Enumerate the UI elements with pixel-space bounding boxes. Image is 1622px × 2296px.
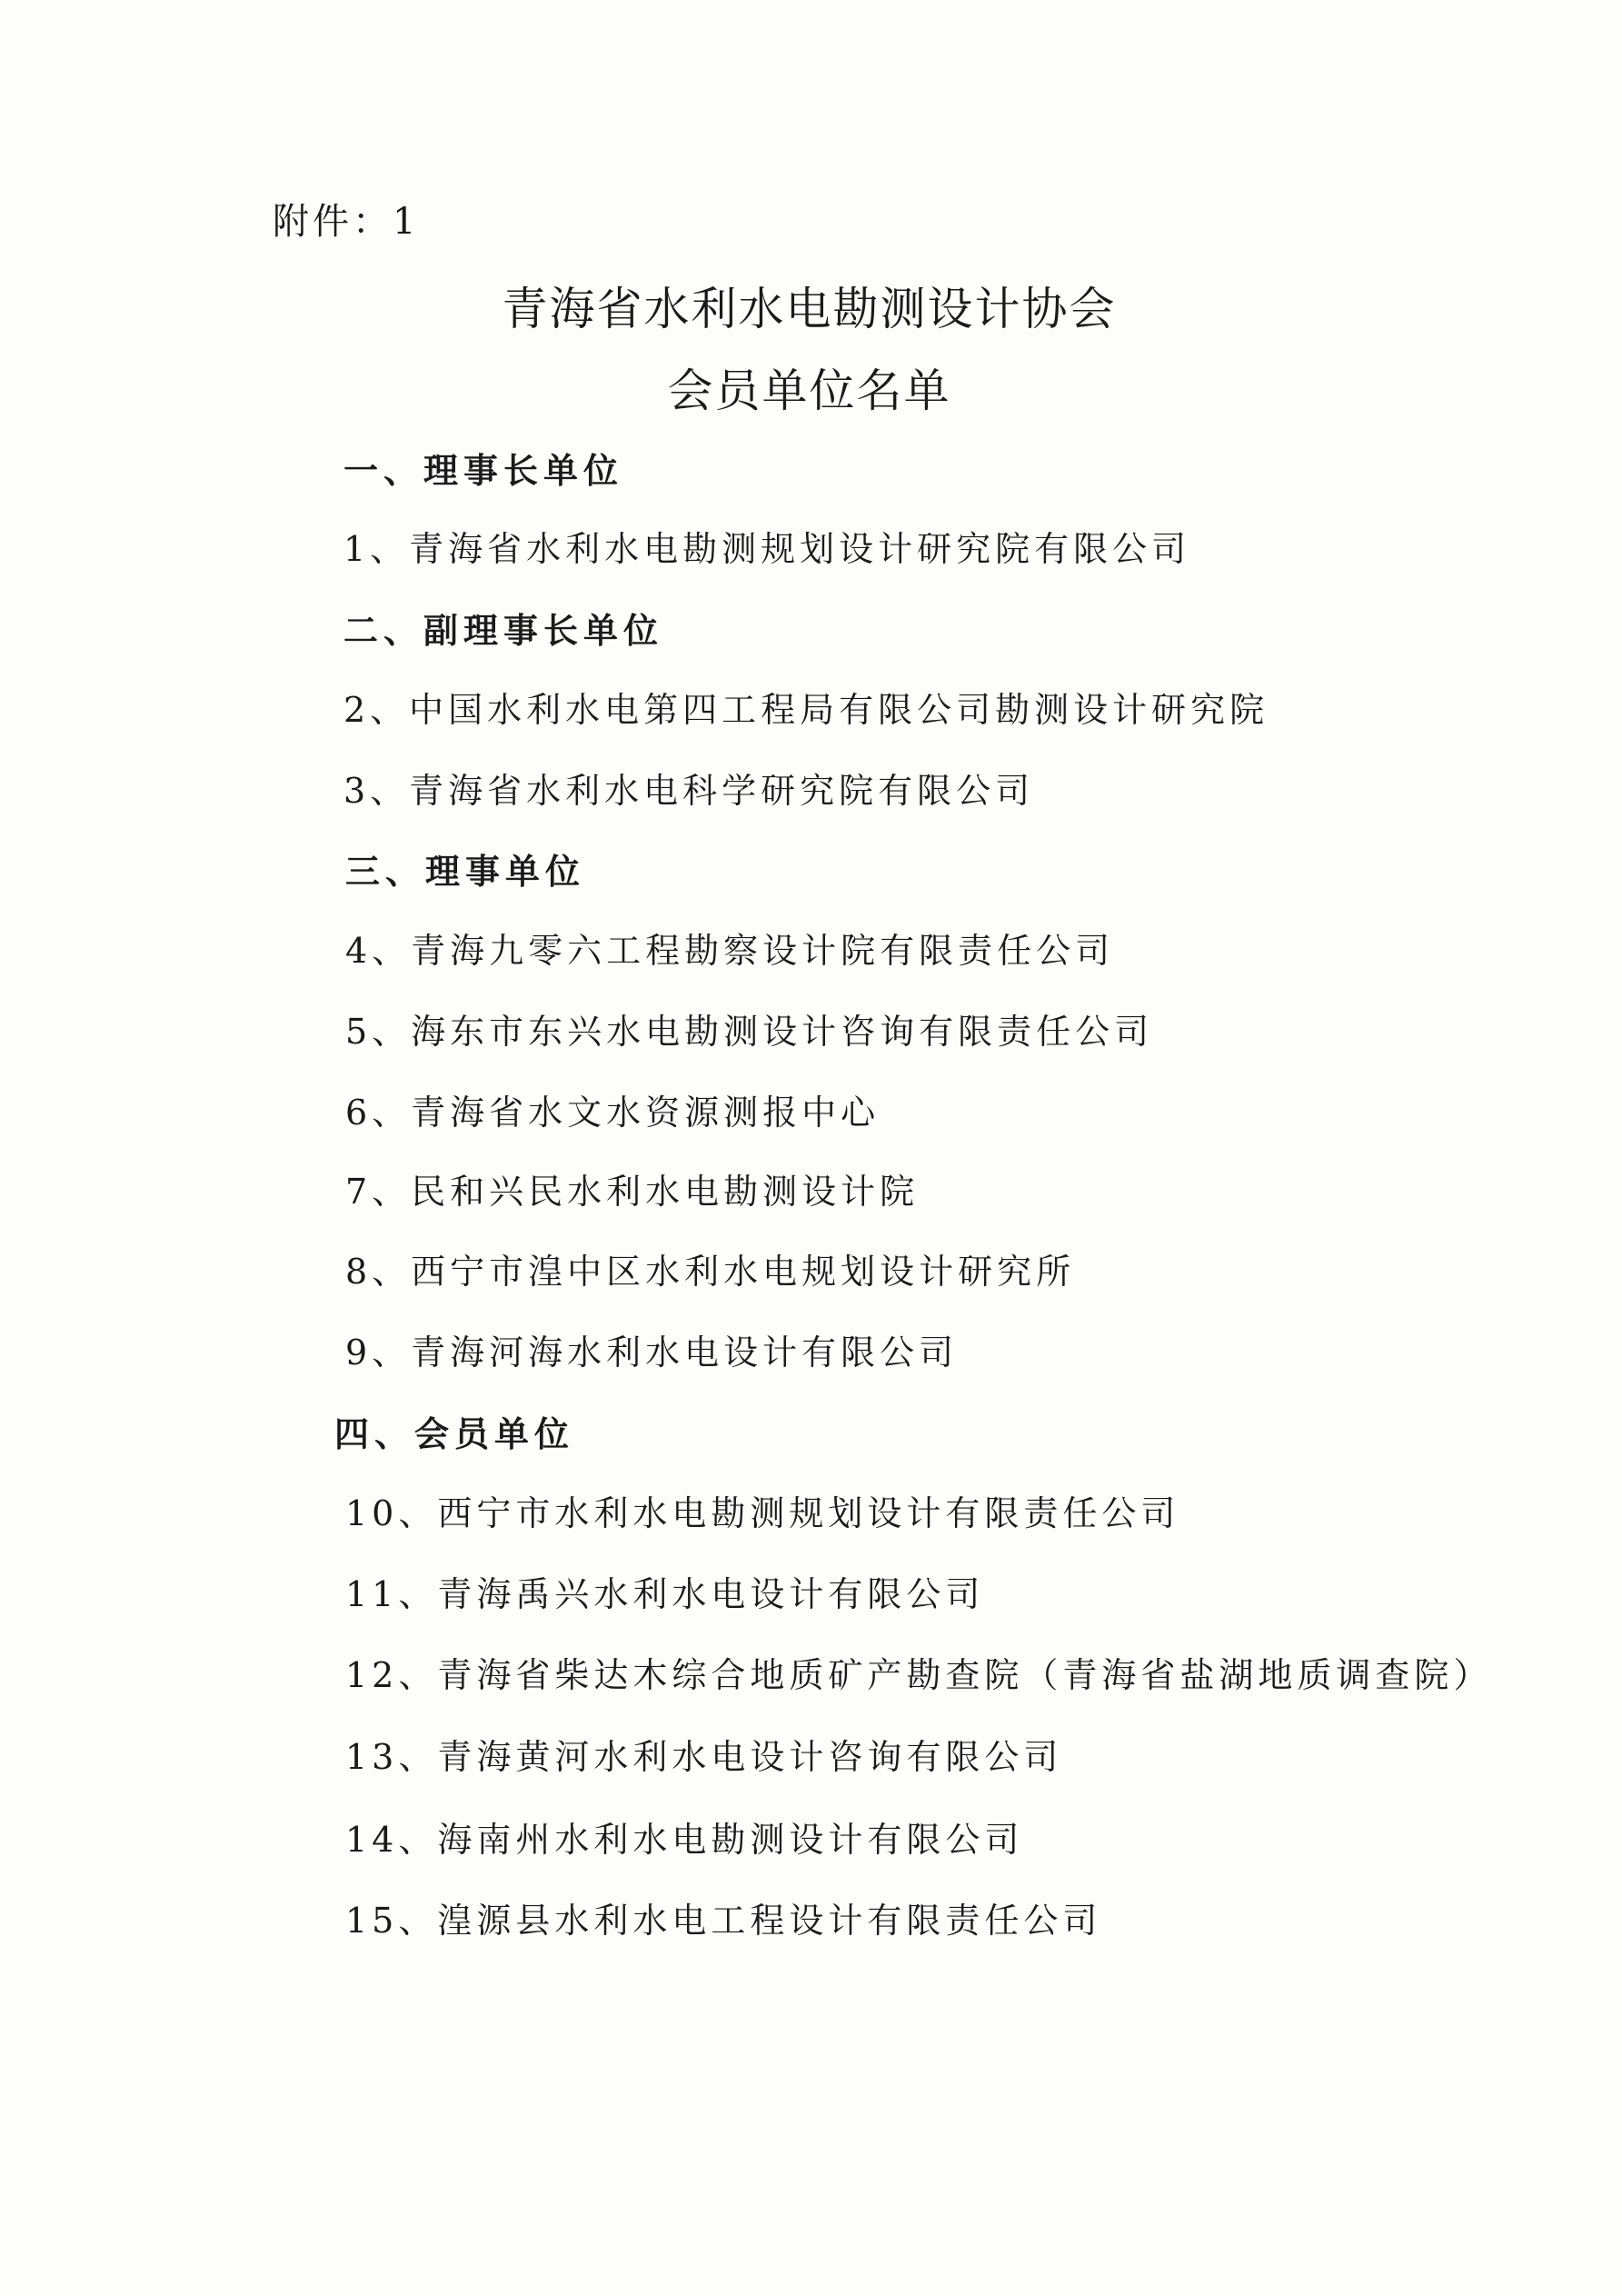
list-item: 1、青海省水利水电勘测规划设计研究院有限公司 <box>343 529 1191 569</box>
list-item: 3、青海省水利水电科学研究院有限公司 <box>343 771 1035 811</box>
list-item: 10、西宁市水利水电勘测规划设计有限责任公司 <box>345 1493 1180 1533</box>
list-item: 8、西宁市湟中区水利水电规划设计研究所 <box>345 1252 1076 1292</box>
list-item: 12、青海省柴达木综合地质矿产勘查院（青海省盐湖地质调查院） <box>345 1655 1493 1695</box>
document-subtitle: 会员单位名单 <box>667 364 951 417</box>
list-item: 2、中国水利水电第四工程局有限公司勘测设计研究院 <box>343 690 1269 730</box>
list-item: 15、湟源县水利水电工程设计有限责任公司 <box>345 1901 1102 1941</box>
attachment-label: 附件：1 <box>273 201 420 243</box>
list-item: 13、青海黄河水利水电设计咨询有限公司 <box>345 1737 1063 1777</box>
section-heading-vice-chairman: 二、副理事长单位 <box>343 611 664 651</box>
list-item: 4、青海九零六工程勘察设计院有限责任公司 <box>345 931 1115 971</box>
list-item: 5、海东市东兴水电勘测设计咨询有限责任公司 <box>345 1012 1154 1052</box>
section-heading-chairman: 一、理事长单位 <box>343 451 624 491</box>
document-title: 青海省水利水电勘测设计协会 <box>502 283 1117 335</box>
list-item: 11、青海禹兴水利水电设计有限公司 <box>345 1574 985 1614</box>
list-item: 7、民和兴民水利水电勘测设计院 <box>345 1172 920 1212</box>
section-heading-members: 四、会员单位 <box>334 1414 575 1454</box>
list-item: 9、青海河海水利水电设计有限公司 <box>345 1333 959 1373</box>
section-heading-council: 三、理事单位 <box>345 852 586 892</box>
list-item: 14、海南州水利水电勘测设计有限公司 <box>345 1820 1024 1860</box>
list-item: 6、青海省水文水资源测报中心 <box>345 1093 881 1133</box>
